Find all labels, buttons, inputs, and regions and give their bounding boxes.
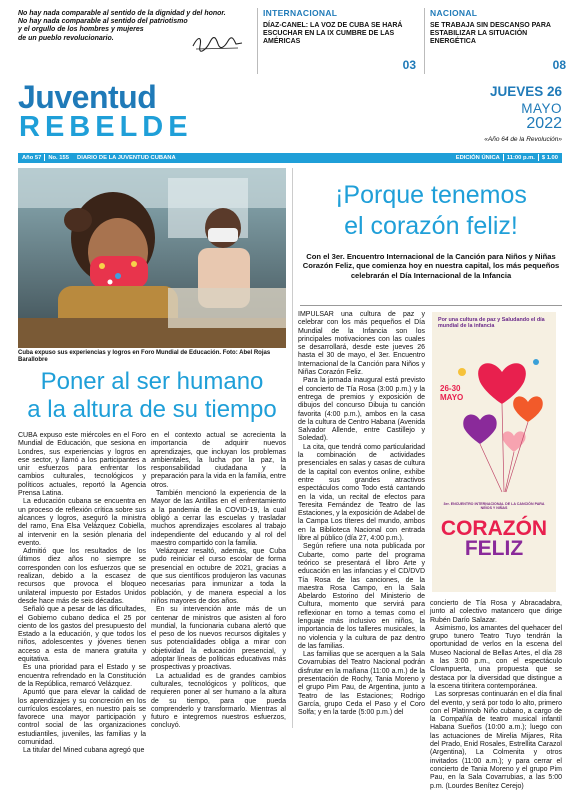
paragraph: Apuntó que para elevar la calidad de los aprendizajes y su concreción en los currículos escolares, en nuestro país se favorece una mayor participación y control social de las organizaciones estudiantiles, juveniles, las familias y la comunidad. [18, 689, 146, 746]
paragraph: IMPULSAR una cultura de paz y celebrar con los más pequeños el Día Mundial de la Infancia son los principales motivaciones con las cuales se desarrollará, desde este jueves 26 hasta el 30 de mayo, el 3er. Encuentro Internacional de la Canción para Niños y Niñas Corazón Feliz. [298, 311, 425, 377]
quote-line: de un pueblo revolucionario. [18, 34, 114, 42]
paragraph: La titular del Mined cubana agregó que [23, 747, 145, 755]
paragraph: En su intervención ante más de un centenar de ministros que asisten al foro mundial, la funcionaria cubana alertó que el peso de los nuevos recursos digitales y sus potencialidades obliga a mirar con objetividad la educación presencial, y adoptar líneas de políticas educativas más prospectivas y proactivas. [151, 606, 286, 672]
poster-top-text: Por una cultura de paz y Saludando el día mundial de la infancia [438, 317, 545, 330]
logo-rebelde: REBELDE [19, 111, 193, 143]
column-divider [292, 168, 293, 728]
left-article-column-1 [18, 432, 146, 756]
left-article-column-2 [151, 432, 286, 731]
paragraph: La cita, que tendrá como particularidad la combinación de actividades presenciales en salas y casas de cultura de la capital con eventos online, exhibe entre sus grandes atractivos espectáculos como Todo está cantando en la vida, un recital de efectos para Teresita Fernández de Teatro de las Estaciones, y la exposición de Adabel de la Campa Los títeres del mundo, ambos en la Biblioteca Nacional con entrada libre al público (día 27, 4:00 p.m.). [298, 443, 425, 543]
left-headline-line: Poner al ser humano [40, 368, 264, 395]
teaser-page-number: 08 [552, 58, 566, 72]
quote-line: No hay nada comparable al sentido de la dignidad y del honor. [18, 10, 226, 17]
quote-line: No hay nada comparable al sentido del patriotismo [18, 18, 188, 26]
tagline: DIARIO DE LA JUVENTUD CUBANA [77, 155, 176, 161]
teaser-page-number: 03 [402, 58, 416, 72]
paragraph: La educación cubana se encuentra en un proceso de reflexión crítica sobre sus alcances y logros, aseguró la ministra del ramo, Ena Elsa Velázquez Cobiella, al intervenir en la sesión plenaria del evento. [18, 498, 146, 547]
teaser-internacional[interactable] [257, 8, 420, 74]
right-article-column-2 [430, 600, 562, 791]
poster-name-line-2: FELIZ [464, 537, 524, 560]
edition: EDICIÓN ÚNICA [455, 155, 500, 161]
right-headline-line: el corazón feliz! [344, 212, 518, 240]
classroom-photo-icon [18, 168, 286, 348]
info-bar [18, 153, 562, 163]
paragraph: Las sorpresas continuarán en el día final del evento, y será por todo lo alto, primero con el Platinnob Niño cubano, a cargo de la Compañía de teatro musical infantil Habana Sueños (10:00 a.m.); luego con las actuaciones de Mirelia Mijares, Rita del Prado, Enid Rosales, Estrellita Carazol (Argentina), La Colmenita y otros invitados (11:00 a.m.); y para cerrar el concierto de Tania Moreno y el grupo Pim Pau, en la Sala Covarrubias, a las 5:00 p.m. (Lourdes Benítez Cerejo) [430, 691, 562, 790]
price: $ 1.00 [541, 155, 558, 161]
right-article-column-1 [298, 311, 425, 718]
paragraph: en el contexto actual se acrecienta la importancia de adquirir nuevos aprendizajes, que incluyan los problemas ambientales, la lucha por la paz, la responsabilidad ciudadana y la preparación para la vida en la familia, entre otros. [151, 432, 286, 489]
poster-dates [440, 384, 463, 402]
right-deck: Con el 3er. Encuentro Internacional de la Canción para Niños y Niñas Corazón Feliz, que comienza hoy en nuestra capital, los más pequeños celebrarán el Día Internacional de la Infancia [302, 252, 560, 280]
revolution-year: «Año 64 de la Revolución» [484, 136, 562, 143]
teaser-headline: DÍAZ-CANEL: LA VOZ DE CUBA SE HARÁ ESCUCHAR EN LA IX CUMBRE DE LAS AMÉRICAS [263, 22, 403, 45]
paragraph: La actualidad es de grandes cambios culturales, tecnológicos y políticos, que requieren poner al ser humano a la altura de su tiempo, para que pueda comprenderlo y transformarlo. Mientras al futuro e integremos nuestros esfuerzos, concluyó. [151, 672, 286, 730]
teaser-kicker: INTERNACIONAL [263, 8, 338, 18]
poster-event-title: 3er. ENCUENTRO INTERNACIONAL DE LA CANCIÓN PARA NIÑOS Y NIÑAS [443, 502, 545, 511]
photo-caption: Cuba expuso sus experiencias y logros en Foro Mundial de Educación. Foto: Abel Rojas Barallobre [18, 350, 271, 364]
right-headline[interactable] [300, 180, 562, 242]
masthead [0, 80, 580, 150]
paragraph: También mencionó la experiencia de la Mayor de las Antillas en el enfrentamiento a la pandemia de la COVID-19, la cual obligó a cerrar las escuelas y trasladar muchos aprendizajes escolares al trabajo independiente del educando y al rol del maestro compartido con la familia. [151, 490, 286, 547]
paragraph: Para la jornada inaugural está previsto el concierto de Tía Rosa (3:00 p.m.) y la entrega de premios y exposición de dibujos del concurso Dibuja tu canción favorita (4:00 p.m.), ambos en la casa de la cultura de Centro Habana (Avenida Salvador Allende, entre Castillejo y Soledad). [298, 377, 425, 443]
logo-juventud: Juventud [18, 79, 157, 115]
left-headline-line: a la altura de su tiempo [27, 396, 277, 423]
teaser-nacional[interactable] [424, 8, 570, 74]
top-strip [0, 0, 580, 80]
edition-info [456, 153, 558, 163]
signature-icon [190, 32, 244, 54]
poster-name-line-1: CORAZÓN [440, 517, 548, 540]
teaser-kicker: NACIONAL [430, 8, 478, 18]
paragraph: CUBA expuso este miércoles en el Foro Mundial de Educación, que sesiona en Londres, sus experiencias y logros en ese sector, y llamó a los participantes a unir esfuerzos para enfrentar los cambios culturales, tecnológicos y políticos actuales, reportó la Agencia Prensa Latina. [18, 432, 146, 498]
issue-year: Año 57 [22, 155, 42, 161]
deck-divider [300, 305, 562, 306]
left-headline[interactable] [18, 368, 286, 424]
paragraph: Asimismo, los amantes del quehacer del grupo tunero Teatro Tuyo tendrán la oportunidad de verlos en la escena del Museo Nacional de Bellas Artes, el día 28 a las 3:00 p.m., con el espectáculo Clownpuerta, una propuesta que se destaca por la diversidad que distingue a la escena titiritera contemporánea. [430, 624, 562, 690]
heart-balloons-icon [432, 332, 556, 512]
poster-month: MAYO [440, 393, 464, 402]
paragraph: Es una prioridad para el Estado y se encuentra refrendado en la Constitución de la República, remarcó Velázquez. [18, 664, 146, 688]
paragraph: Velázquez resaltó, además, que Cuba pudo reiniciar el curso escolar de forma presencial en octubre de 2021, gracias a que sus científicos produjeron las vacunas necesarias para inmunizar a toda la población, y de manera especial a los niños mayores de dos años. [151, 548, 286, 605]
paragraph: concierto de Tía Rosa y Abracadabra, junto al colectivo matancero que dirige Rubén Darío Salazar. [430, 600, 562, 624]
paragraph: Las familias que se acerquen a la Sala Covarrubias del Teatro Nacional podrán disfrutar en la mañana (11:00 a.m.) de la presentación de Rochy, Tania Moreno y el grupo Pim Pau, de Argentina, junto a Teatro de las Estaciones; Rodrigo García, grupo Ceda el Paso y el Coro Solfa; y en la tarde (5:00 p.m.) del [298, 651, 425, 717]
date-month: MAYO [521, 101, 562, 116]
paragraph: Admitió que los resultados de los últimos diez años no siempre se corresponden con los esfuerzos que se realizan, debido a la escasez de recursos que provoca el bloqueo unilateral impuesto por Estados Unidos desde hace más de seis décadas. [18, 548, 146, 605]
paragraph: Señaló que a pesar de las dificultades, el Gobierno cubano dedica el 25 por ciento de los gastos del presupuesto del Estado a la educación, y que todos los niños, adolescentes y jóvenes tienen acceso a esta de manera gratuita y equitativa. [18, 606, 146, 664]
date-day: JUEVES 26 [489, 84, 562, 99]
quote-line: y el orgullo de los hombres y mujeres [18, 26, 144, 34]
date-year: 2022 [526, 115, 562, 132]
poster-days: 26-30 [440, 384, 461, 393]
paragraph: Según refiere una nota publicada por Cubarte, como parte del programa teórico se presentará el libro Arte y educación en las infancias y el CD/DVD Tía Rosa de las canciones, de la maestra Rosa Campo, en la Sala Abelardo Estorino del Ministerio de Cultura, momento que servirá para reflexionar en torno a temas como el lenguaje más inclusivo en niños, la importancia de los talleres musicales, la no violencia y la cultura de paz dentro de las familias. [298, 543, 425, 650]
festival-poster [432, 312, 556, 592]
issue-number: No. 155 [48, 155, 69, 161]
right-headline-line: ¡Porque tenemos [335, 181, 527, 209]
article-photo [18, 168, 286, 348]
edition-time: 11:00 p.m. [506, 155, 535, 161]
teaser-headline: SE TRABAJA SIN DESCANSO PARA ESTABILIZAR LA SITUACIÓN ENERGÉTICA [430, 22, 551, 45]
